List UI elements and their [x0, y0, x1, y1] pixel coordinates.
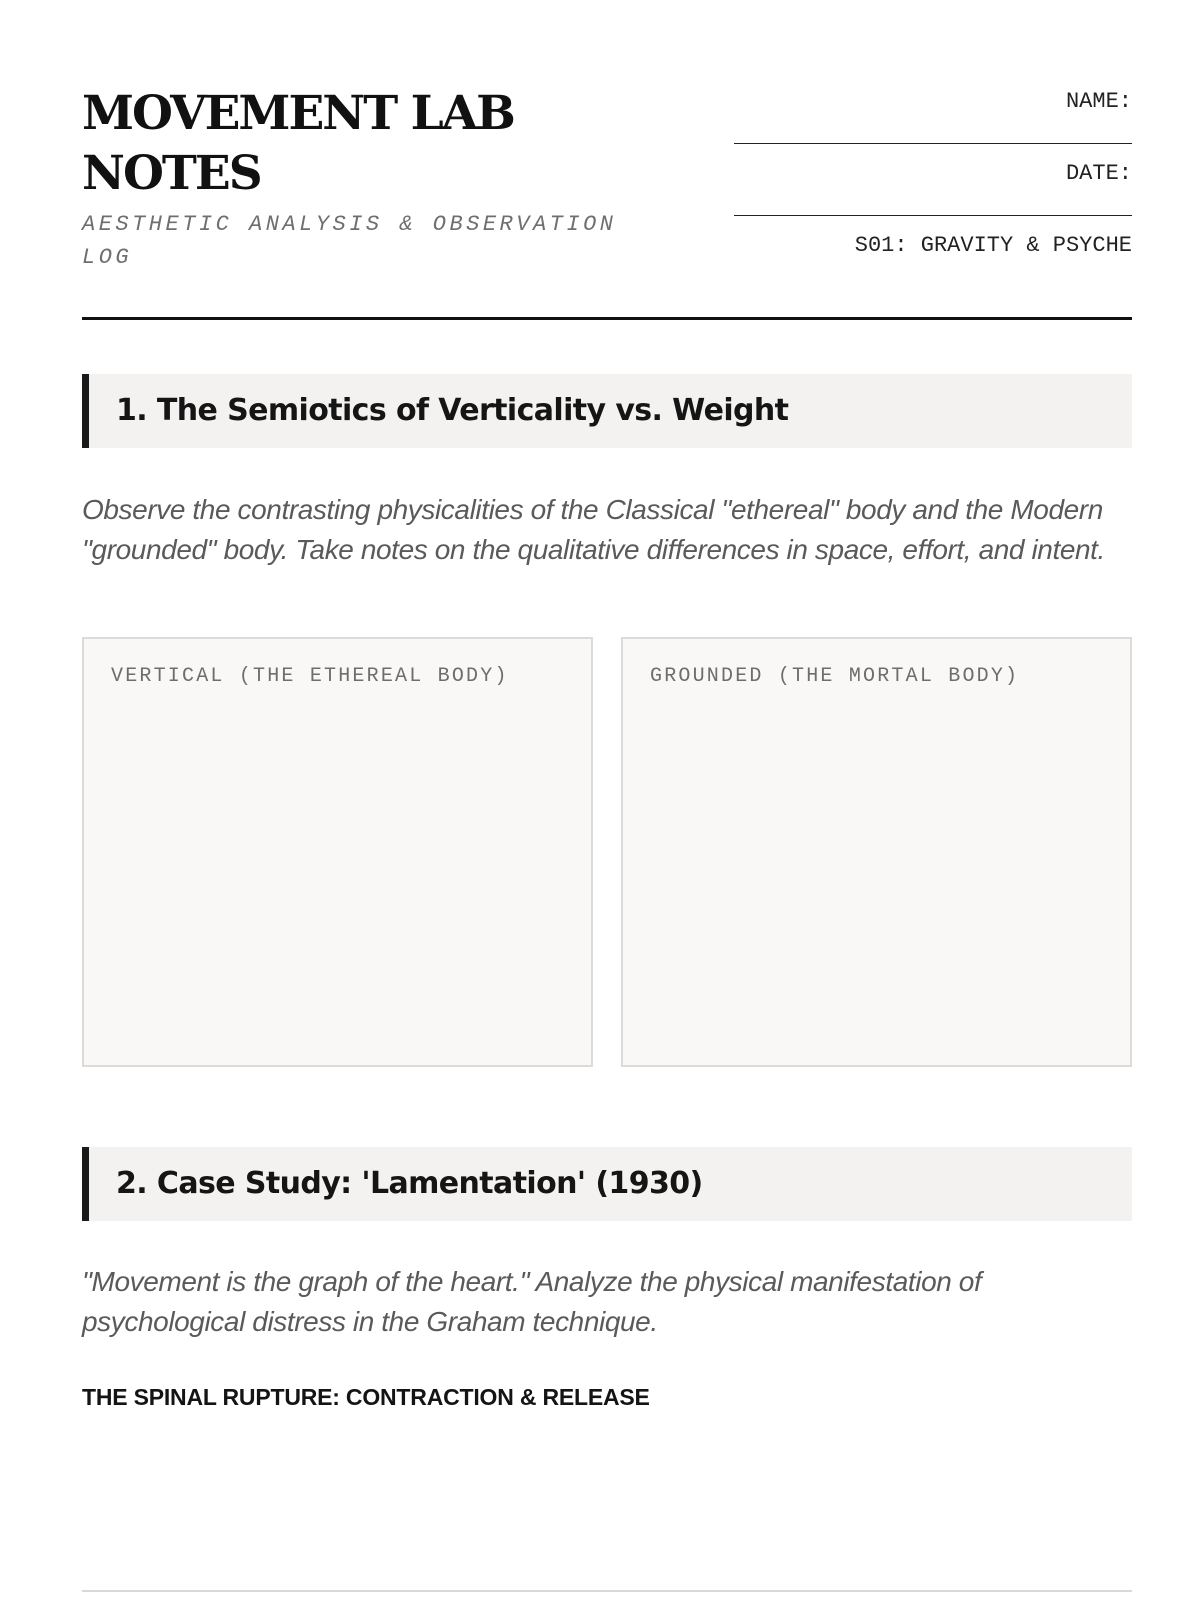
section-1-intro: Observe the contrasting physicalities of the Classical "ethereal" body and the Modern "grounded" body. Take notes on the qualitative differences in space, effort, and intent. [82, 494, 1105, 565]
note-box-grounded-label: GROUNDED (THE MORTAL BODY) [650, 665, 1020, 688]
note-box-grounded[interactable] [621, 637, 1132, 1067]
answer-write-line[interactable] [82, 1590, 1132, 1592]
worksheet-header [82, 0, 1132, 320]
name-label: NAME: [1065, 89, 1132, 114]
section-1-heading: 1. The Semiotics of Verticality vs. Weight [116, 393, 789, 428]
worksheet-page [82, 0, 1132, 1600]
page-title: MOVEMENT LAB NOTES [82, 86, 514, 201]
date-label: DATE: [1065, 161, 1132, 186]
name-write-line[interactable] [734, 143, 1132, 144]
note-box-vertical-label: VERTICAL (THE ETHEREAL BODY) [111, 665, 509, 688]
session-label: S01: GRAVITY & PSYCHE [854, 233, 1132, 258]
section-2-heading: 2. Case Study: 'Lamentation' (1930) [116, 1166, 703, 1201]
date-write-line[interactable] [734, 215, 1132, 216]
section-1-header [82, 374, 1132, 448]
section-2-subheading: THE SPINAL RUPTURE: CONTRACTION & RELEASE [82, 1384, 650, 1410]
section-2-intro: "Movement is the graph of the heart." Analyze the physical manifestation of psychological distress in the Graham technique. [82, 1266, 982, 1337]
note-box-vertical[interactable] [82, 637, 593, 1067]
page-subtitle: AESTHETIC ANALYSIS & OBSERVATION LOG [82, 212, 617, 270]
header-divider [82, 317, 1132, 320]
section-2-header [82, 1147, 1132, 1221]
